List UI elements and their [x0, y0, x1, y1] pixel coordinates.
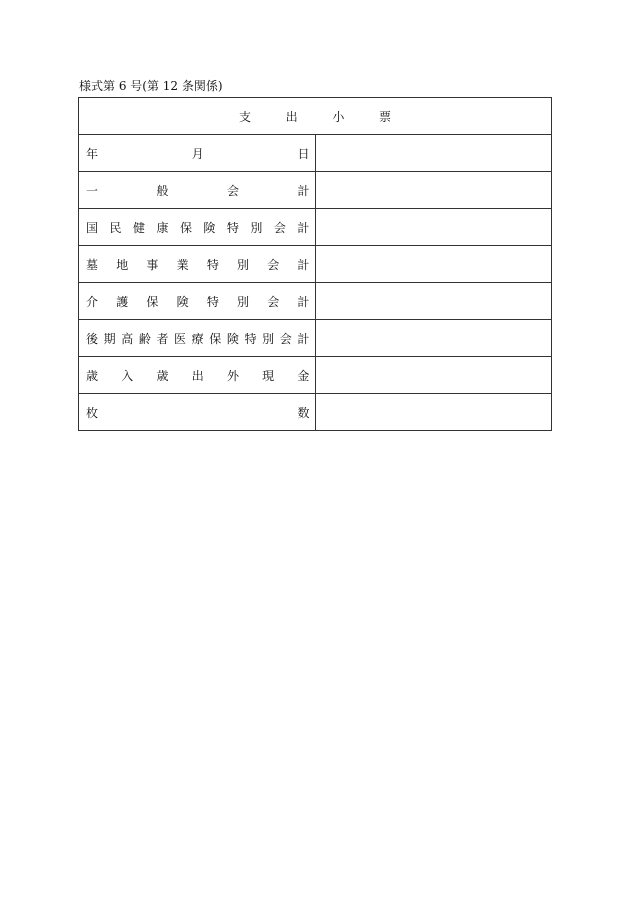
table-row — [79, 172, 552, 209]
row-label-late-elderly-medical-insurance — [79, 320, 316, 357]
row-label-text: 介 護 保 険 特 別 会 計 — [86, 294, 310, 309]
table-row — [79, 283, 552, 320]
form-number-label: 様式第 6 号(第 12 条関係) — [79, 79, 223, 93]
row-value-non-budget-cash[interactable] — [315, 357, 552, 394]
row-label-text: 枚 数 — [86, 405, 310, 420]
row-label-text: 墓 地 事 業 特 別 会 計 — [86, 257, 310, 272]
row-value-long-term-care-insurance[interactable] — [315, 283, 552, 320]
table-row — [79, 394, 552, 431]
row-label-sheet-count — [79, 394, 316, 431]
table-row — [79, 357, 552, 394]
table-row — [79, 320, 552, 357]
row-value-date[interactable] — [315, 135, 552, 172]
title-cell — [79, 98, 552, 135]
row-label-text: 後 期 高 齢 者 医 療 保 険 特 別 会 計 — [86, 331, 310, 346]
row-value-general-account[interactable] — [315, 172, 552, 209]
table-row — [79, 135, 552, 172]
row-value-cemetery-business[interactable] — [315, 246, 552, 283]
expenditure-slip-table — [78, 97, 552, 431]
row-label-non-budget-cash — [79, 357, 316, 394]
row-label-long-term-care-insurance — [79, 283, 316, 320]
row-value-sheet-count[interactable] — [315, 394, 552, 431]
row-label-text: 歳 入 歳 出 外 現 金 — [86, 368, 310, 383]
row-label-general-account — [79, 172, 316, 209]
table-row — [79, 209, 552, 246]
row-value-late-elderly-medical-insurance[interactable] — [315, 320, 552, 357]
row-label-date — [79, 135, 316, 172]
row-label-text: 一 般 会 計 — [86, 183, 310, 198]
row-label-cemetery-business — [79, 246, 316, 283]
row-value-national-health-insurance[interactable] — [315, 209, 552, 246]
row-label-national-health-insurance — [79, 209, 316, 246]
title-row — [79, 98, 552, 135]
row-label-text: 国 民 健 康 保 険 特 別 会 計 — [86, 220, 310, 235]
table-row — [79, 246, 552, 283]
slip-title: 支 出 小 票 — [239, 109, 391, 124]
row-label-text: 年 月 日 — [86, 146, 310, 161]
